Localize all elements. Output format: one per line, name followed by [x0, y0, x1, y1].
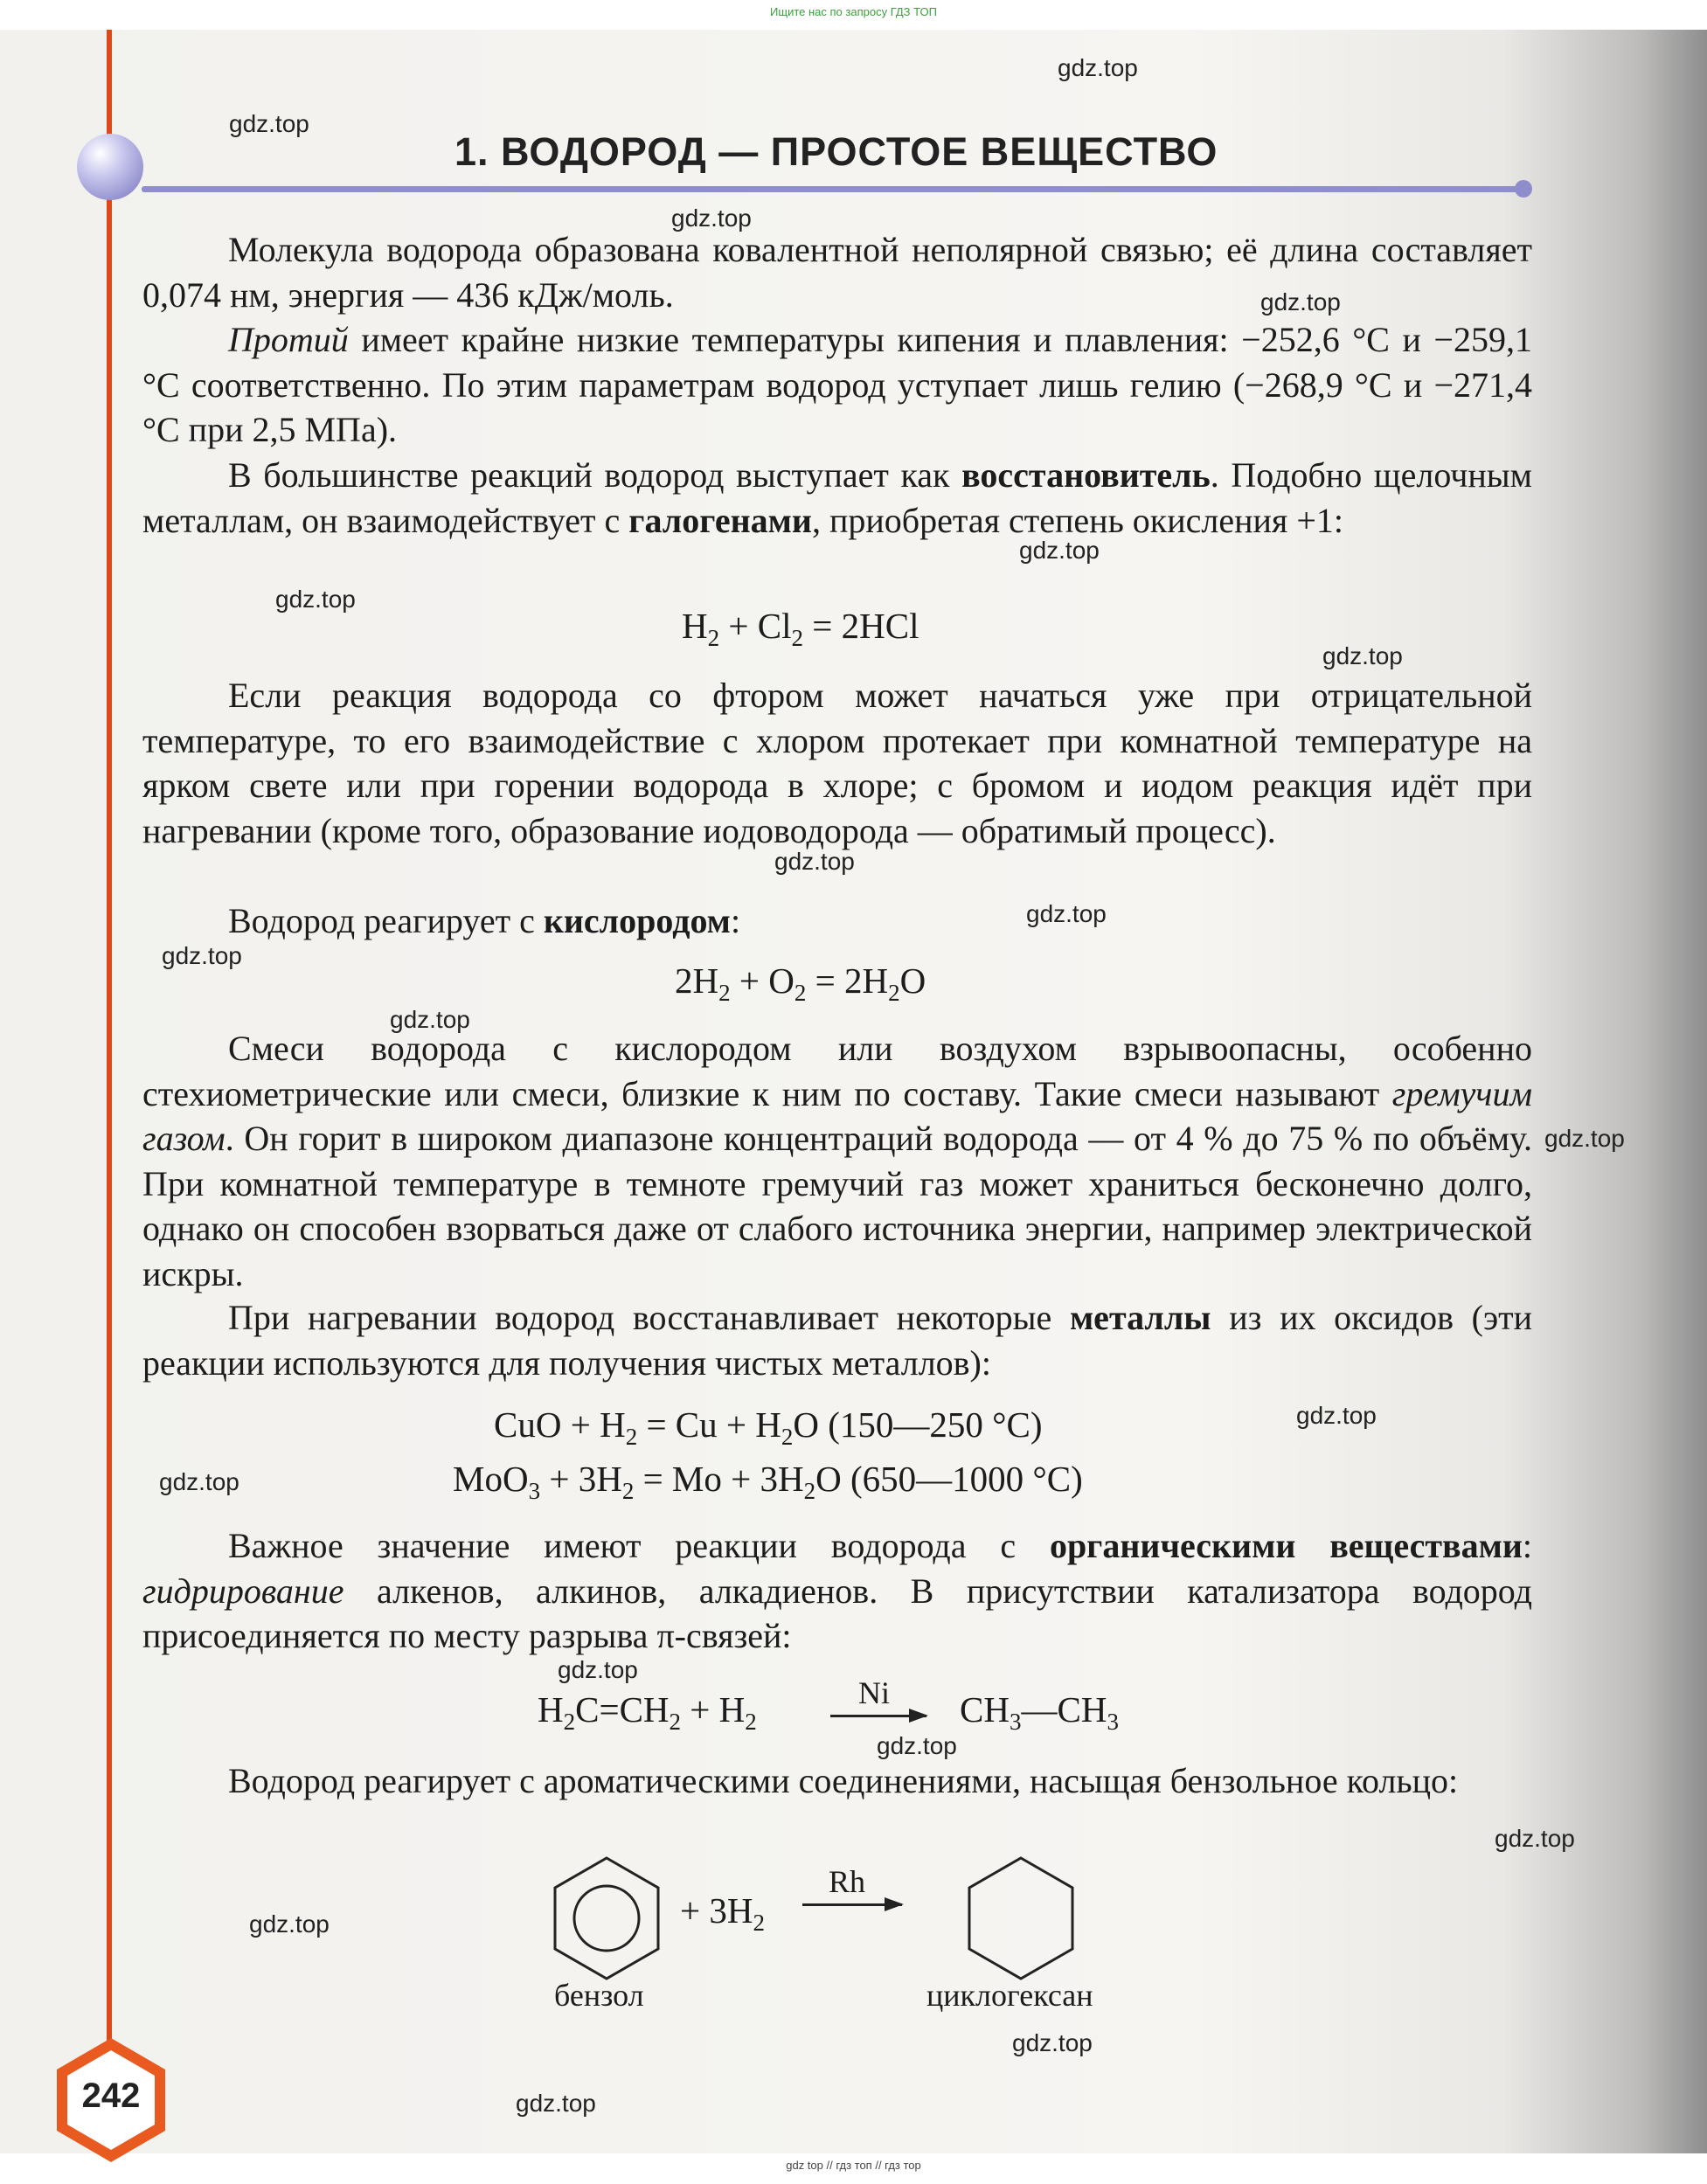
heading-ball-decoration — [77, 134, 143, 200]
term-halogens: галогенами — [628, 500, 812, 540]
reaction-arrow-rh — [802, 1903, 902, 1906]
watermark: gdz.top — [229, 110, 309, 137]
page-number: 242 — [81, 2077, 141, 2115]
watermark: gdz.top — [774, 848, 855, 875]
page-margin-line — [107, 30, 112, 2066]
paragraph-metals: При нагревании водород восстанавливает некоторые металлы из их оксидов (эти реакции используются для получения чистых металлов): — [142, 1298, 1532, 1383]
watermark: gdz.top — [390, 1006, 470, 1033]
term-reducer: восстановитель — [961, 455, 1211, 495]
cyclohexane-ring-icon — [963, 1853, 1079, 1984]
equation-ethylene-right: $CH_3—CH_3$ — [960, 1689, 1119, 1735]
benzene-reagent: + $3H_2$ — [680, 1890, 765, 1936]
watermark: gdz.top — [162, 942, 242, 969]
paragraph-bond: Молекула водорода образована ковалентной неполярной связью; её длина составляет 0,074 нм, энергия — 436 кДж/моль. — [142, 230, 1532, 315]
bottom-banner-text: gdz top // гдз топ // гдз тор — [786, 2159, 921, 2172]
heading-line-end-dot — [1515, 180, 1532, 198]
term-oxygen: кислородом — [543, 901, 731, 940]
watermark: gdz.top — [249, 1910, 330, 1938]
watermark: gdz.top — [1296, 1402, 1377, 1429]
equation-h2-o2: $2H_2 + O_2 = 2H_2O$ — [675, 960, 926, 1006]
caption-benzene: бензол — [554, 1978, 644, 2013]
watermark: gdz.top — [1026, 900, 1107, 927]
paragraph-reducer: В большинстве реакций водород выступает как восстановитель. Подобно щелочным металлам, он взаимодействует с галогенами, приобретая степень окисления +1: — [142, 455, 1532, 540]
watermark: gdz.top — [877, 1732, 957, 1759]
paragraph-oxygen: Водород реагирует с кислородом: — [228, 901, 741, 940]
watermark: gdz.top — [1260, 288, 1341, 315]
catalyst-ni: Ni — [858, 1675, 890, 1710]
watermark: gdz.top — [1495, 1825, 1575, 1852]
benzene-ring-icon — [549, 1853, 664, 1984]
top-banner-text: Ищите нас по запросу ГДЗ ТОП — [770, 5, 937, 18]
watermark: gdz.top — [1058, 54, 1138, 81]
term-metals: металлы — [1069, 1298, 1211, 1337]
paragraph-fluorine-chlorine: Если реакция водорода со фтором может начаться уже при отрицательной температуре, то его взаимодействие с хлором протекает при комнатной температуре на ярком свете или при горении водорода в хлоре; с бромом и иодом реакция идёт при нагревании (кроме того, образование иодоводорода — обратимый процесс). — [142, 676, 1532, 850]
watermark: gdz.top — [1012, 2029, 1093, 2056]
caption-cyclohexane: циклогексан — [926, 1978, 1093, 2013]
paragraph-explosive-gas: Смеси водорода с кислородом или воздухом взрывоопасны, особенно стехиометрические или смеси, близкие к ним по составу. Такие смеси называют гремучим газом. Он горит в широком диапазоне концентраций водорода — от 4 % до 75 % по объёму. При комнатной температуре в темноте гремучий газ может храниться бесконечно долго, однако он способен взорваться даже от слабого источника энергии, например электрической искры. — [142, 1029, 1532, 1293]
watermark: gdz.top — [558, 1656, 638, 1683]
term-protium: Протий — [228, 320, 349, 359]
watermark: gdz.top — [1322, 642, 1403, 669]
heading-underline — [142, 186, 1523, 192]
paragraph-organic: Важное значение имеют реакции водорода с органическими веществами: гидрирование алкенов, алкинов, алкадиенов. В присутствии катализатора водород присоединяется по месту разрыва π-связей: — [142, 1526, 1532, 1655]
watermark: gdz.top — [671, 205, 752, 232]
term-detonating-gas: гремучим газом — [142, 1073, 1532, 1158]
equation-ethylene-left: $H_2C=CH_2 + H_2$ — [538, 1689, 757, 1735]
term-hydrogenation: гидрирование — [142, 1570, 344, 1611]
watermark: gdz.top — [1019, 537, 1100, 564]
watermark: gdz.top — [516, 2090, 596, 2117]
equation-h2-cl2: $H_2 + Cl_2 = 2HCl$ — [682, 606, 919, 651]
watermark: gdz.top — [1544, 1125, 1625, 1152]
page-title: 1. ВОДОРОД — ПРОСТОЕ ВЕЩЕСТВО — [455, 129, 1218, 174]
paragraph-aromatic: Водород реагирует с ароматическими соединениями, насыщая бензольное кольцо: — [228, 1761, 1459, 1800]
watermark: gdz.top — [159, 1468, 239, 1495]
catalyst-rh: Rh — [829, 1864, 866, 1899]
reaction-arrow-ni — [830, 1715, 926, 1717]
paragraph-protium: Протий имеет крайне низкие температуры кипения и плавления: −252,6 °С и −259,1 °С соответственно. По этим параметрам водород уступает лишь гелию (−268,9 °С и −271,4 °С при 2,5 МПа). — [142, 320, 1532, 449]
equation-cuo: CuO + $H_2 = Cu + H_2O$ (150—250 °С) — [494, 1404, 1043, 1450]
equation-moo3: $MoO_3 + 3H_2 = Mo + 3H_2O$ (650—1000 °С) — [453, 1459, 1083, 1504]
watermark: gdz.top — [275, 586, 356, 613]
term-organic: органическими веществами — [1049, 1526, 1523, 1565]
